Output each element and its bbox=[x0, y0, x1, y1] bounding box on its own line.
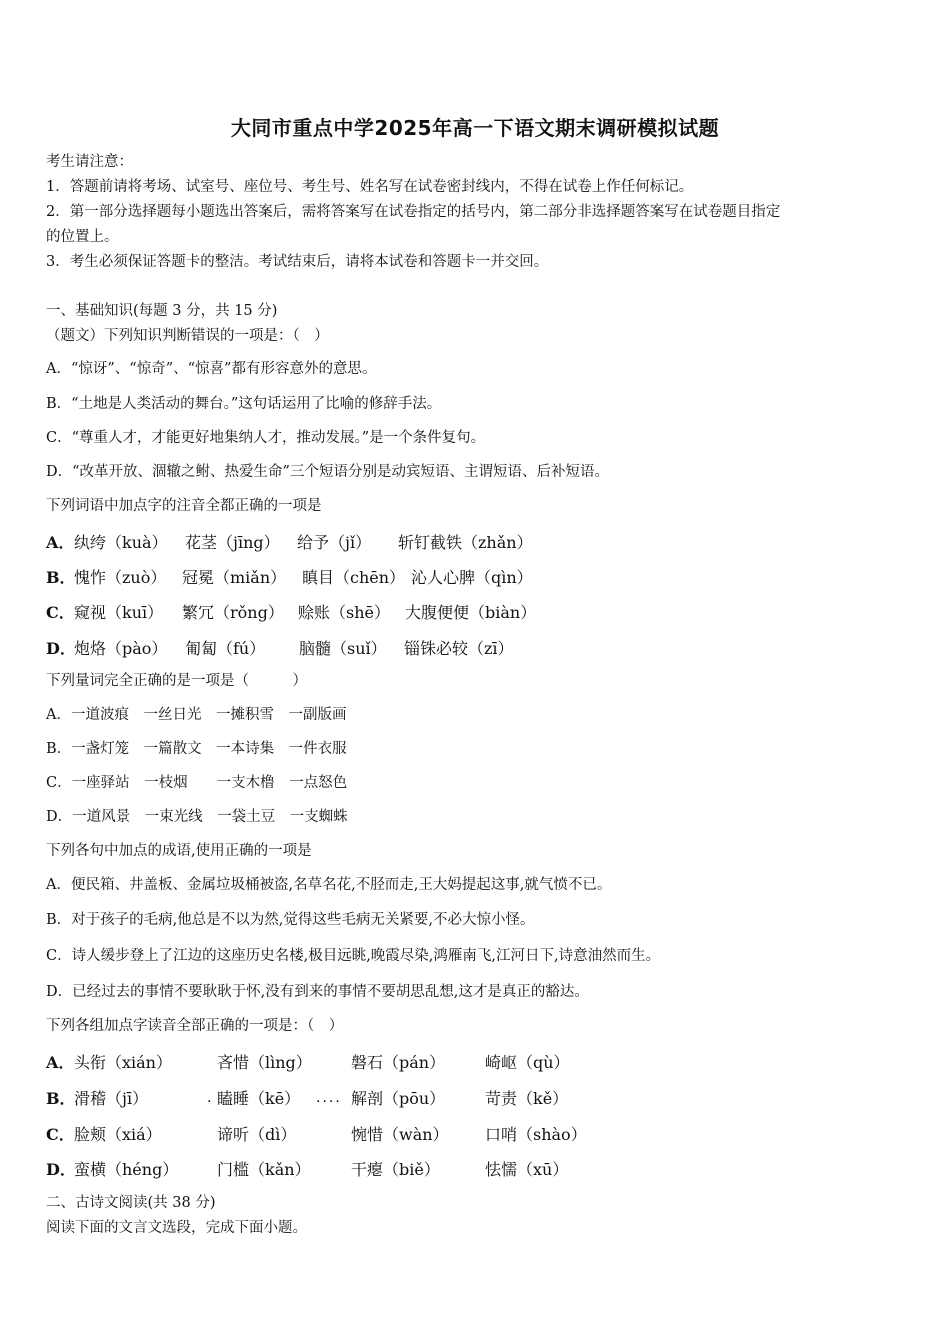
notice-item-1: 1．答题前请将考场、试室号、座位号、考生号、姓名写在试卷密封线内，不得在试卷上作任何标记。 bbox=[46, 179, 694, 195]
option-word: 瞋目（chēn） bbox=[302, 568, 406, 587]
option-word: 吝惜（lìng） bbox=[217, 1053, 312, 1072]
q4-option-a: A．便民箱、井盖板、金属垃圾桶被盗,名草名花,不胫而走,王大妈提起这事,就气愤不已。 bbox=[46, 877, 612, 893]
q2-stem: 下列词语中加点字的注音全都正确的一项是 bbox=[46, 498, 322, 514]
emphasis-dots: .... bbox=[316, 1090, 342, 1106]
option-word: 蛮横（héng） bbox=[74, 1160, 179, 1179]
option-word: 苛责（kě） bbox=[485, 1089, 569, 1108]
option-word: 窥视（kuī） bbox=[74, 603, 164, 622]
option-word: 滑稽（jī） bbox=[74, 1089, 149, 1108]
option-word: 锱铢必较（zī） bbox=[404, 639, 514, 658]
option-word: 沁人心脾（qìn） bbox=[411, 568, 533, 587]
option-label: B． bbox=[46, 1089, 76, 1108]
option-word: 崎岖（qù） bbox=[485, 1053, 570, 1072]
option-label: D． bbox=[46, 1160, 76, 1179]
option-word: 脑髓（suǐ） bbox=[299, 639, 387, 658]
option-word: 口哨（shào） bbox=[485, 1125, 587, 1144]
option-label: C． bbox=[46, 1125, 75, 1144]
option-label: A． bbox=[46, 533, 75, 552]
notice-item-3: 3．考生必须保证答题卡的整洁。考试结束后，请将本试卷和答题卡一并交回。 bbox=[46, 254, 549, 270]
option-word: 匍匐（fú） bbox=[185, 639, 266, 658]
q3-option-d: D．一道风景 一束光线 一袋土豆 一支蜘蛛 bbox=[46, 809, 348, 825]
option-label: A． bbox=[46, 1053, 75, 1072]
section1-heading: 一、基础知识(每题 3 分，共 15 分) bbox=[46, 303, 278, 319]
q4-option-c: C．诗人缓步登上了江边的这座历史名楼,极目远眺,晚霞尽染,鸿雁南飞,江河日下,诗意油然而生。 bbox=[46, 948, 661, 964]
q3-option-a: A．一道波痕 一丝日光 一摊积雪 一副版画 bbox=[46, 707, 347, 723]
option-word: 炮烙（pào） bbox=[74, 639, 168, 658]
emphasis-dots: . bbox=[207, 1090, 214, 1106]
q1-option-c: C．“尊重人才，才能更好地集纳人才，推动发展。”是一个条件复句。 bbox=[46, 430, 486, 446]
option-word: 惋惜（wàn） bbox=[351, 1125, 449, 1144]
q1-option-a: A．“惊讶”、“惊奇”、“惊喜”都有形容意外的意思。 bbox=[46, 361, 377, 377]
option-label: C． bbox=[46, 603, 75, 622]
option-word: 纨绔（kuà） bbox=[74, 533, 168, 552]
option-word: 解剖（pōu） bbox=[351, 1089, 446, 1108]
option-word: 给予（jǐ） bbox=[297, 533, 372, 552]
option-label: B． bbox=[46, 568, 76, 587]
option-word: 磐石（pán） bbox=[351, 1053, 446, 1072]
q3-option-b: B．一盏灯笼 一篇散文 一本诗集 一件衣服 bbox=[46, 741, 347, 757]
option-word: 斩钉截铁（zhǎn） bbox=[398, 533, 533, 552]
option-word: 冠冕（miǎn） bbox=[182, 568, 287, 587]
q1-stem: （题文）下列知识判断错误的一项是：（ ） bbox=[46, 328, 329, 344]
q3-option-c: C．一座驿站 一枝烟 一支木橹 一点怒色 bbox=[46, 775, 348, 791]
option-word: 赊账（shē） bbox=[298, 603, 390, 622]
option-word: 头衔（xián） bbox=[74, 1053, 172, 1072]
section2-intro: 阅读下面的文言文选段，完成下面小题。 bbox=[46, 1220, 307, 1236]
option-word: 繁冗（rǒng） bbox=[182, 603, 284, 622]
q1-option-d: D．“改革开放、涸辙之鲋、热爱生命”三个短语分别是动宾短语、主谓短语、后补短语。 bbox=[46, 464, 609, 480]
option-word: 怯懦（xū） bbox=[485, 1160, 569, 1179]
q4-option-b: B．对于孩子的毛病,他总是不以为然,觉得这些毛病无关紧要,不必大惊小怪。 bbox=[46, 912, 535, 928]
section2-heading: 二、古诗文阅读(共 38 分) bbox=[46, 1195, 216, 1211]
notice-heading: 考生请注意： bbox=[46, 154, 133, 170]
q3-stem: 下列量词完全正确的是一项是（ ） bbox=[46, 673, 307, 689]
q1-option-b: B．“土地是人类活动的舞台。”这句话运用了比喻的修辞手法。 bbox=[46, 396, 442, 412]
q5-stem: 下列各组加点字读音全部正确的一项是：（ ） bbox=[46, 1018, 344, 1034]
option-word: 干瘪（biě） bbox=[351, 1160, 440, 1179]
page-title: 大同市重点中学2025年高一下语文期末调研模拟试题 bbox=[230, 116, 720, 140]
option-label: D． bbox=[46, 639, 76, 658]
q4-stem: 下列各句中加点的成语,使用正确的一项是 bbox=[46, 843, 312, 859]
q4-option-d: D．已经过去的事情不要耿耿于怀,没有到来的事情不要胡思乱想,这才是真正的豁达。 bbox=[46, 984, 589, 1000]
option-word: 脸颊（xiá） bbox=[74, 1125, 162, 1144]
notice-item-2-cont: 的位置上。 bbox=[46, 229, 119, 245]
option-word: 花茎（jīng） bbox=[185, 533, 280, 552]
option-word: 愧怍（zuò） bbox=[74, 568, 167, 587]
option-word: 瞌睡（kē） bbox=[217, 1089, 301, 1108]
option-word: 谛听（dì） bbox=[217, 1125, 297, 1144]
option-word: 门槛（kǎn） bbox=[217, 1160, 311, 1179]
option-word: 大腹便便（biàn） bbox=[405, 603, 537, 622]
notice-item-2: 2．第一部分选择题每小题选出答案后，需将答案写在试卷指定的括号内，第二部分非选择题答案写在试卷题目指定 bbox=[46, 204, 781, 220]
